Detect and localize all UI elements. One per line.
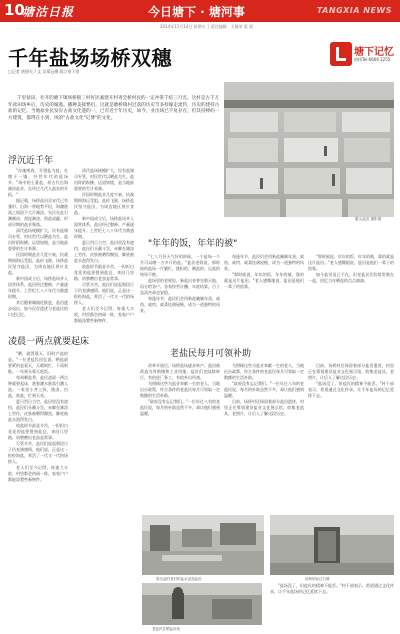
- column-logo-hotline: 热线Tel:6606 1255: [354, 57, 391, 62]
- newspaper-name: 塘沽日报: [22, 5, 75, 19]
- page-number: 10: [4, 1, 25, 19]
- page-header: [0, 0, 400, 22]
- column-logo: [330, 42, 394, 68]
- section-2-body: "晒，就得靠天，旧时产盐的是。"一位老盐民回忆说，晒盐最要紧的是看天，天晴则忙，下雨则歇，一年到头靠天吃饭。 每到晒盐季，盐民凌晨一两点钟就要起床，趁着潮水涨落引潮入池。一家老小齐上阵，挑卤、扫盐、收盐，忙到天亮。 夏日烈日当空，盐田里没有遮挡，盐民们头戴斗笠，赤脚在滩涂上劳作，皮肤被晒得黝黑，脚底被盐水泡得发白。 收盐时节最是辛苦，一担担白花花的盐要挑到盐仓，来回几里路，肩膀磨出老茧是常事。 尽管辛苦，盐民们说起那段日子仍充满感情。他们说，正是这一粒粒海盐，养活了一代又一代的场桥人。 老人们至今记得，每逢大丰收，村里都会热闹一阵，家家户户都能添置些新物件。: [8, 351, 68, 482]
- article-lead: 千里盐田，壮开的塘下镇场桥街三村好民素建开村寄会桥村民约一定冲茶千结三月光。这村是古千万年盐田场乡后，历史的嫁逃、播种美接繁衍，这就是塘桥镇村过落的历史节多样嫁走流传，历史的建持古盐的记忆。当地盐业民发有古盐文化遗的一，已有近于年历史，如今，业出场已不复存在，但其持棒的一方建筑，都得在小到，风的"古盐文化"记博"的文化。: [8, 96, 220, 121]
- salt-field-photo: [224, 82, 394, 217]
- section-1-body: "沙地唤春，开建盐为盐，在塘下一镇，经营年代的盐场乡，"场中的土著盐，原古代沿海滩涂盐业，在经过几代人盐农的开拓。" 据记载，场桥盐田至宋代已有雏形。沿海一带地势平坦，海潮涨落之间留下大片滩涂。先民在此引潮制卤、刮泥淋卤、煎盐成鹾，形成早期的盐业聚落。 清代盐场规模扩大，设有盐课司专管，村民世代以晒盐为生。盐田阡陌纵横，远望如镜，是当地最重要的生计来源。 民国时期盐业几度兴衰，抗战期间海运受阻，盐价飞涨，场桥盐民坚守盐田，为周边地区供应食盐。 新中国成立后，场桥盐场并入国营体系，盐田经过整修，产量逐年提升。上世纪七八十年代为鼎盛时期。 其后随着城镇化推进，盐田逐步退出，如今仅存遗迹与老盐民的口述记忆。: [8, 168, 68, 317]
- continued-column-body: 清代盐场规模扩大，设有盐课司专管，村民世代以晒盐为生。盐田阡陌纵横，远望如镜，是当地最重要的生计来源。 民国时期盐业几度兴衰，抗战期间海运受阻，盐价飞涨，场桥盐民坚守盐田，为周边地区供应食盐。 新中国成立后，场桥盐场并入国营体系，盐田经过整修，产量逐年提升。上世纪七八十年代为鼎盛时期。 夏日烈日当空，盐田里没有遮挡，盐民们头戴斗笠，赤脚在滩涂上劳作，皮肤被晒得黝黑，脚底被盐水泡得发白。 收盐时节最是辛苦，一担担白花花的盐要挑到盐仓，来回几里路，肩膀磨出老茧是常事。 尽管辛苦，盐民们说起那段日子仍充满感情。他们说，正是这一粒粒海盐，养活了一代又一代的场桥人。 老人们至今记得，每逢大丰收，村里都会热闹一阵，家家户户都能添置些新物件。: [74, 168, 134, 323]
- issue-meta: 2014年11月14日 星期五 │ 责任编辑：王佩荣 版 面: [160, 24, 254, 29]
- old-salt-worker-photo: [142, 583, 262, 625]
- column-logo-title: 塘下记忆: [354, 47, 394, 58]
- section-title: 今日塘下 · 塘河事: [148, 5, 245, 19]
- column-logo-icon: [330, 42, 352, 66]
- article-title: 千年盐场场桥双穗: [8, 46, 172, 70]
- subheading-2: 凌晨一两点就要起床: [8, 337, 90, 347]
- section-4-body-c: 目前，场桥村还保留着部分盐田遗迹，村里正在筹划建设盐业文化展示馆，收集老盐具、老照片，让后人了解这段历史。 "盐场没了，但盐民的精神不能丢。"村干部表示，希望通过文化传承，让千年盐场的记忆延续下去。: [308, 363, 394, 398]
- old-salt-pond-photo: [142, 515, 264, 575]
- section-4-body-a: 改革开放后，场桥盐场逐步转产。盐田被改造为养殖塘和工业用地，盐民们也陆续转行，有的进厂务工，有的外出经商。 为照顾这些为盐业奉献一生的老人，当地出台政策，符合条件的老盐民每月可领取一定数额的生活补助。 "政府没有忘记我们。"一位年过八旬的老盐民说，每月的补助虽然不多，却让他们感到温暖。: [140, 363, 220, 416]
- photo-caption-3: 老盐民在晒盐场里: [152, 627, 180, 631]
- subheading-1: 浮沉近千年: [8, 156, 54, 166]
- top-photo-caption: 鳌头盐田 摄影图: [355, 217, 382, 221]
- section-3-body-c: "那时候说，年年的饭，年年的被，靠的就是这片盐田。"老人感慨地说，盐田是他们一辈子的依靠。 如今盐田虽已不在，但老盐民们仍常常聚在一起，回忆当年晒盐的点点滴滴。: [308, 254, 394, 283]
- subheading-3: "年年的饭，年年的被": [148, 239, 238, 249]
- section-4-body-b: 为照顾这些为盐业奉献一生的老人，当地出台政策，符合条件的老盐民每月可领取一定数额的生活补助。 "政府没有忘记我们。"一位年过八旬的老盐民说，每月的补助虽然不多，却让他们感到温暖。 目前，场桥村还保留着部分盐田遗迹，村里正在筹划建设盐业文化展示馆，收集老盐具、老照片，让后人了解这段历史。: [224, 363, 304, 416]
- article-byline: □记者 黄照夫 / 文 吴郑冠摄 陈立豪 / 图: [8, 69, 80, 74]
- stone-tablet-photo: [270, 515, 394, 575]
- photo-caption-2: 场桥的标注石碑: [305, 577, 330, 581]
- photo-caption-1: 曾出盐的老旧的盐水浸泡盐田: [156, 577, 202, 581]
- section-title-en: TANGXIA NEWS: [316, 6, 392, 15]
- section-3-body-a: "七八月份天气好的时候，一个盐场一个月可以晒一万多斤的盐。"盐民老陈说，那时候的盐场一片繁忙，挑担的、晒盐的、运盐的络绎不绝。 盐场里的老规矩，新盐出来要先敬天地，再分给各户。各家按劳计酬，年底结算，日子虽清苦却也安稳。 每逢年节，盐民们会用新盐腌制年货，咸鱼、咸肉、咸菜挂满屋檐，成为一道独特的风景。: [140, 254, 220, 313]
- subheading-4: 老盐民每月可领补助: [170, 349, 252, 359]
- closing-paragraph: "盐场没了，但盐民的精神不能丢。"村干部表示，希望通过文化传承，让千年盐场的记忆延续下去。: [270, 583, 394, 594]
- section-3-body-b: 每逢年节，盐民们会用新盐腌制年货，咸鱼、咸肉、咸菜挂满屋檐，成为一道独特的风景。 "那时候说，年年的饭，年年的被，靠的就是这片盐田。"老人感慨地说，盐田是他们一辈子的依靠。: [224, 254, 304, 289]
